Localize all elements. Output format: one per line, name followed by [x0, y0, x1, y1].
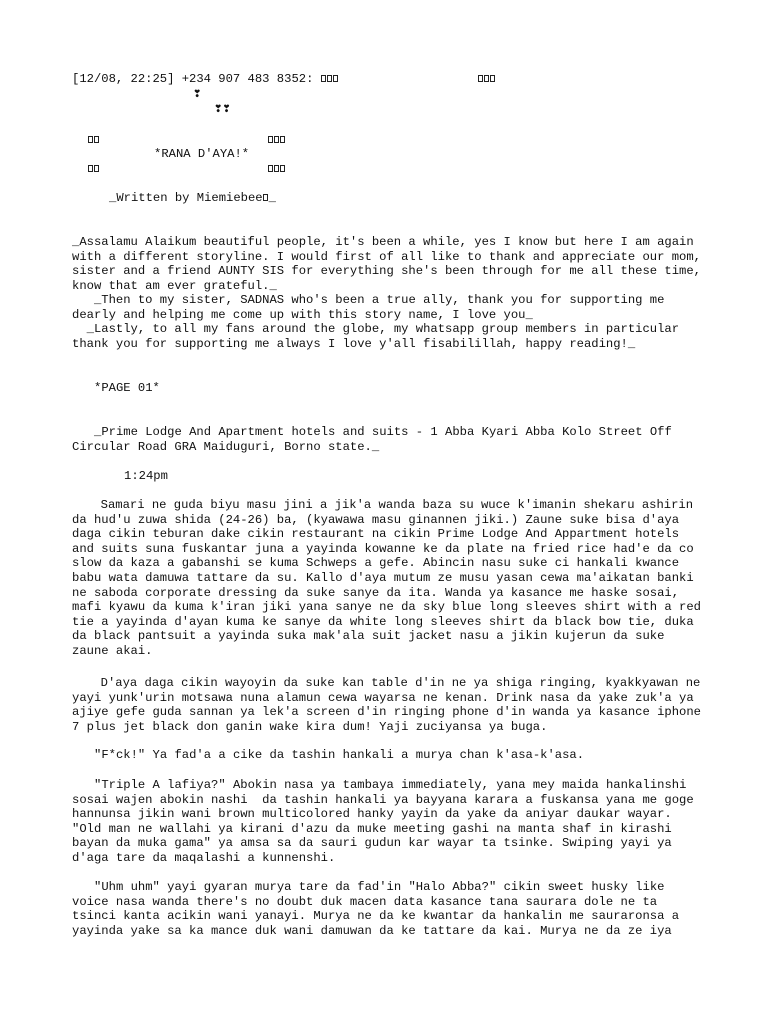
time-label: 1:24pm: [124, 469, 168, 483]
page-label: *PAGE 01*: [94, 381, 160, 395]
phone-number: +234 907 483 8352:: [181, 72, 314, 86]
story-title: *RANA D'AYA!*: [154, 147, 250, 161]
double-heart-icon: ❣❣: [214, 104, 231, 115]
body-paragraph-3: "F*ck!" Ya fad'a a cike da tashin hankali a murya chan k'asa-k'asa.: [94, 748, 585, 762]
deco-boxes-bottom-right: [268, 162, 286, 177]
heart-icon: ❣: [193, 89, 202, 100]
deco-boxes-top-left: [88, 133, 100, 148]
author-name: _Written by Miemiebee: [109, 191, 263, 205]
deco-boxes-bottom-left: [88, 162, 100, 177]
double-heart-decoration: [214, 102, 231, 117]
author-line: _Written by Miemiebee _: [109, 191, 276, 205]
missing-glyph-boxes-right: [478, 72, 496, 87]
body-paragraph-4: "Triple A lafiya?" Abokin nasa ya tambaya immediately, yana mey maida hankalinshi sosai wajen abokin nashi da tashin hankali ya bayyana karara a fuskansa yana me goge hannunsa jikin wani brown multicolored hanky yayin da yake da aniyar daukar wayar. "Old man ne wallahi ya kirani d'azu da muke meeting gashi na manta shaf in kirashi bayan da muka gama" ya amsa sa da sauri gudun kar wayar ta tsinke. Swiping yayi ya d'aga tare da maqalashi a kunnenshi.: [72, 778, 701, 865]
missing-glyph-boxes: [321, 72, 339, 87]
intro-paragraph-1: _Assalamu Alaikum beautiful people, it's been a while, yes I know but here I am again with a different storyline. I would first of all like to thank and appreciate our mom, sister and a friend AUNTY SIS for everything she's been through for me all these time, know that am ever grateful._: [72, 235, 709, 293]
timestamp: [12/08, 22:25]: [72, 72, 175, 86]
location-paragraph: _Prime Lodge And Apartment hotels and suits - 1 Abba Kyari Abba Kolo Street Off Circular Road GRA Maiduguri, Borno state._: [72, 425, 680, 454]
message-header: [72, 72, 339, 87]
intro-paragraph-3: _Lastly, to all my fans around the globe, my whatsapp group members in particular thank you for supporting me always I love y'all fisabilillah, happy reading!_: [72, 322, 687, 351]
body-paragraph-2: D'aya daga cikin wayoyin da suke kan table d'in ne ya shiga ringing, kyakkyawan ne yayi yunk'urin motsawa nuna alamun cewa wayarsa ne kenan. Drink nasa da yake zuk'a ya ajiye gefe guda sannan ya lek'a screen d'in ringing phone d'in wanda ya kasance iphone 7 plus jet black don ganin wake kira dum! Yaji zuciyansa ya buga.: [72, 676, 709, 734]
heart-decoration: [193, 87, 201, 102]
deco-boxes-top-right: [268, 133, 286, 148]
body-paragraph-1: Samari ne guda biyu masu jini a jik'a wanda baza su wuce k'imanin shekaru ashirin da hud'u zuwa shida (24-26) ba, (kyawawa masu ginannen jiki.) Zaune suke bisa d'aya daga cikin teburan dake cikin restaurant na cikin Prime Lodge And Appartment hotels and suits suna fuskantar juna a yayinda kowanne ke da plate na fried rice had'e da co slow da kaza a gabanshi se kuma Schweps a gefe. Abincin nasu suke ci hankali kwance babu wata damuwa tattare da su. Kallo d'aya mutum ze musu yasan cewa ma'aikatan banki ne saboda corporate dressing da suke sanye da ita. Wanda ya kasance me haske sosai, mafi kyawu da kuma k'iran jiki yana sanye ne da sky blue long sleeves shirt with a red tie a yayinda d'ayan kuma ke sanye da white long sleeves shirt da black bow tie, duka da black pantsuit a yayinda suka mak'ala suit jacket nasu a jikin kujerun da suke zaune akai.: [72, 498, 709, 658]
author-glyph-box: [263, 191, 269, 206]
body-paragraph-5: "Uhm uhm" yayi gyaran murya tare da fad'in "Halo Abba?" cikin sweet husky like voice nasa wanda there's no doubt duk macen data kasance tana saurara dole ne ta tsinci kanta acikin wani yanayi. Murya ne da ke kwantar da hankalin me sauraronsa a yayinda yake sa ka mance duk wani damuwan da ke tattare da kai. Murya ne da ze iya: [72, 880, 687, 938]
intro-paragraph-2: _Then to my sister, SADNAS who's been a true ally, thank you for supporting me dearly and helping me come up with this story name, I love you_: [72, 293, 672, 322]
